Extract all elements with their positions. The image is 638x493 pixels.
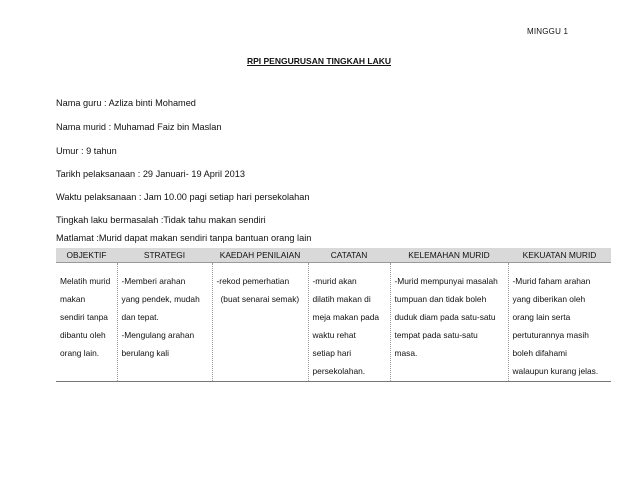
cell-line: masa.	[394, 348, 418, 358]
info-goal: Matlamat :Murid dapat makan sendiri tanpa bantuan orang lain	[56, 233, 312, 243]
cell-line: persekolahan.	[312, 366, 366, 376]
info-teacher-name: Nama guru : Azliza binti Mohamed	[56, 98, 196, 108]
cell-line: berulang kali	[121, 348, 169, 358]
cell-kelemahan-murid	[390, 263, 508, 382]
table-row	[56, 263, 611, 382]
cell-line: dibantu oleh	[60, 330, 106, 340]
header-catatan: CATATAN	[308, 248, 390, 263]
info-implementation-date: Tarikh pelaksanaan : 29 Januari- 19 April 2013	[56, 169, 245, 179]
cell-objektif	[56, 263, 117, 382]
info-age: Umur : 9 tahun	[56, 146, 117, 156]
cell-line: makan	[60, 294, 86, 304]
document-title: RPI PENGURUSAN TINGKAH LAKU	[246, 56, 392, 66]
header-kaedah-penilaian: KAEDAH PENILAIAN	[212, 248, 308, 263]
table-header-row	[56, 248, 611, 263]
page-week-label: MINGGU 1	[527, 27, 569, 36]
cell-line: meja makan pada	[312, 312, 380, 322]
cell-line: orang lain serta	[512, 312, 571, 322]
cell-catatan	[308, 263, 390, 382]
header-kekuatan-murid: KEKUATAN MURID	[508, 248, 611, 263]
cell-line: -Memberi arahan	[121, 276, 186, 286]
cell-line: Melatih murid	[60, 276, 111, 286]
header-kelemahan-murid: KELEMAHAN MURID	[390, 248, 508, 263]
cell-line: yang pendek, mudah	[121, 294, 200, 304]
cell-line: boleh difahami	[512, 348, 567, 358]
cell-line: tempat pada satu-satu	[394, 330, 478, 340]
cell-kaedah-penilaian	[212, 263, 308, 382]
header-objektif: OBJEKTIF	[56, 248, 117, 263]
info-problem-behaviour: Tingkah laku bermasalah :Tidak tahu makan sendiri	[56, 215, 266, 225]
header-strategi: STRATEGI	[117, 248, 212, 263]
cell-line: pertuturannya masih	[512, 330, 589, 340]
info-student-name: Nama murid : Muhamad Faiz bin Maslan	[56, 122, 222, 132]
cell-line: yang diberikan oleh	[512, 294, 586, 304]
cell-line: (buat senarai semak)	[220, 294, 300, 304]
cell-line: orang lain.	[60, 348, 100, 358]
cell-line: -murid akan	[312, 276, 357, 286]
cell-line: waktu rehat	[312, 330, 356, 340]
cell-line: -Murid faham arahan	[512, 276, 591, 286]
cell-kekuatan-murid	[508, 263, 611, 382]
cell-line: -rekod pemerhatian	[216, 276, 290, 286]
info-implementation-time: Waktu pelaksanaan : Jam 10.00 pagi setiap hari persekolahan	[56, 192, 310, 202]
cell-line: dilatih makan di	[312, 294, 371, 304]
cell-line: dan tepat.	[121, 312, 159, 322]
cell-line: sendiri tanpa	[60, 312, 108, 322]
cell-strategi	[117, 263, 212, 382]
cell-line: tumpuan dan tidak boleh	[394, 294, 487, 304]
cell-line: setiap hari	[312, 348, 352, 358]
plan-table	[56, 248, 611, 382]
cell-line: duduk diam pada satu-satu	[394, 312, 496, 322]
cell-line: walaupun kurang jelas.	[512, 366, 599, 376]
cell-line: -Mengulang arahan	[121, 330, 195, 340]
cell-line: -Murid mempunyai masalah	[394, 276, 498, 286]
